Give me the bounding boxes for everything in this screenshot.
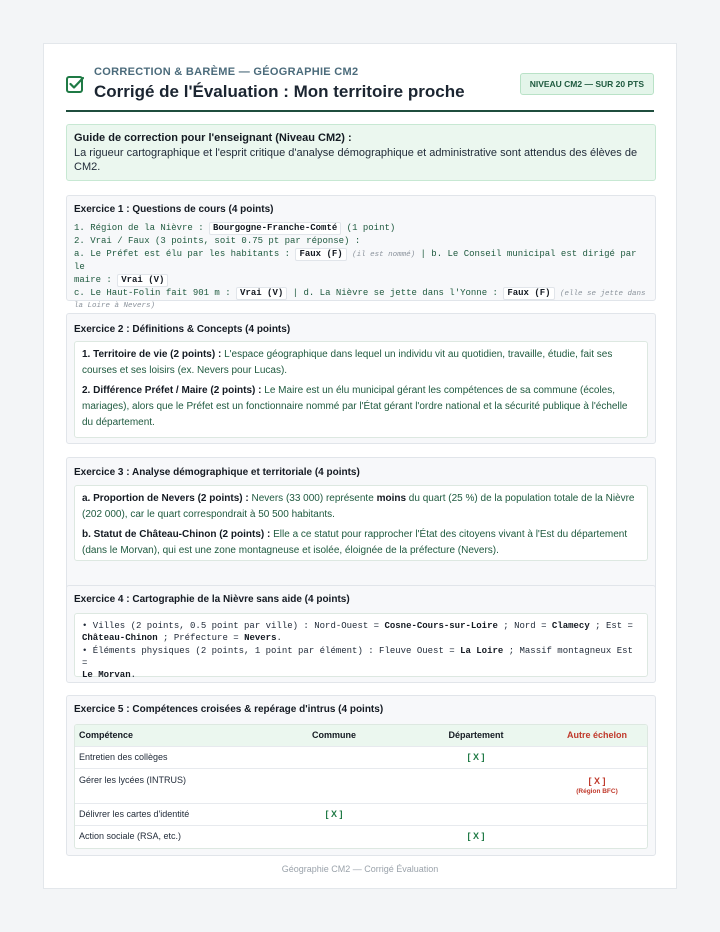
- competences-table: [75, 725, 647, 847]
- cell-departement: [ X ]: [405, 825, 547, 847]
- teacher-guide: [66, 124, 656, 181]
- cell-commune: [263, 746, 405, 768]
- exercise-1-answers: [74, 222, 648, 313]
- header: [66, 66, 654, 112]
- ex1-line3-b: | b. Le Conseil municipal est dirigé par le: [74, 248, 637, 272]
- exercise-4-title: Exercice 4 : Cartographie de la Nièvre sans aide (4 points): [74, 594, 350, 605]
- exercise-3-answers: [74, 485, 648, 561]
- ex2-label-2: 2. Différence Préfet / Maire (2 points) :: [82, 385, 262, 396]
- table-row: [75, 803, 647, 825]
- ex3-text-a1: Nevers (33 000) représente: [251, 493, 374, 504]
- exercise-2-answers: [74, 341, 648, 438]
- ex3-emphasis: moins: [376, 493, 407, 504]
- cell-autre: [547, 746, 647, 768]
- exercise-5: [66, 695, 656, 856]
- ex4-river: La Loire: [460, 645, 504, 656]
- ex1-answer-a: Faux (F): [295, 248, 346, 261]
- ex4-massif: Le Morvan: [82, 670, 131, 681]
- ex4-line4-end: .: [130, 670, 137, 681]
- col-header-autre: Autre échelon: [547, 725, 647, 746]
- cell-autre-note: (Région BFC): [576, 788, 618, 795]
- ex4-line3-c: ; Massif montagneux Est =: [82, 645, 633, 668]
- check-square-icon: [66, 74, 84, 94]
- cell-autre: [547, 803, 647, 825]
- level-badge: NIVEAU CM2 — SUR 20 PTS: [520, 73, 654, 95]
- page-title: Corrigé de l'Évaluation : Mon territoire proche: [94, 82, 465, 101]
- ex1-line3-text: a. Le Préfet est élu par les habitants :: [74, 248, 291, 259]
- competences-table-wrap: [74, 724, 648, 849]
- cell-commune: [263, 825, 405, 847]
- ex4-line2-a: ; Préfecture =: [163, 633, 239, 644]
- exercise-4: [66, 585, 656, 683]
- ex1-answer-region: Bourgogne-Franche-Comté: [209, 222, 341, 235]
- exercise-3-title: Exercice 3 : Analyse démographique et territoriale (4 points): [74, 467, 360, 478]
- ex4-line1-a: • Villes (2 points, 0.5 point par ville) : Nord-Ouest =: [82, 621, 380, 631]
- ex1-line1-text: 1. Région de la Nièvre :: [74, 223, 204, 233]
- cell-autre-mark: [ X ]: [588, 776, 606, 786]
- exercise-2: [66, 313, 656, 444]
- row-label: Délivrer les cartes d'identité: [75, 803, 263, 825]
- ex1-line4-text: maire :: [74, 274, 112, 285]
- col-header-commune: Commune: [263, 725, 405, 746]
- exercise-1: [66, 195, 656, 310]
- cell-commune: [ X ]: [263, 803, 405, 825]
- ex3-text-b: Elle a ce statut pour rapprocher l'État des citoyens vivant à l'Est du département (dans le Morvan), qui est une zone montagneuse et isolée, éloignée de la préfecture (Nevers).: [82, 529, 628, 556]
- ex1-line2: 2. Vrai / Faux (3 points, soit 0.75 pt par réponse) :: [74, 236, 361, 246]
- table-row: [75, 825, 647, 847]
- ex3-label-a: a. Proportion de Nevers (2 points) :: [82, 493, 249, 504]
- ex1-note-d-cont: la Loire à Nevers): [74, 302, 156, 310]
- ex1-answer-b: Vrai (V): [117, 274, 168, 287]
- ex3-text-a2: du quart (25 %) de la population totale de la Nièvre (202 000), car le quart correspondrait à 50 500 habitants.: [82, 493, 635, 520]
- ex4-line3-a: • Éléments physiques (2 points, 1 point par élément) : Fleuve Ouest =: [82, 645, 455, 656]
- ex1-line5-text: c. Le Haut-Folin fait 901 m :: [74, 287, 231, 298]
- cell-departement: [ X ]: [405, 746, 547, 768]
- row-label: Entretien des collèges: [75, 746, 263, 768]
- guide-body: La rigueur cartographique et l'esprit critique d'analyse démographique et administrative sont attendus des élèves de CM2.: [74, 146, 638, 173]
- table-row: [75, 768, 647, 803]
- ex1-note-d: (elle se jette dans: [559, 289, 646, 298]
- ex1-answer-c: Vrai (V): [236, 287, 287, 300]
- ex2-text-2: Le Maire est un élu municipal gérant les compétences de sa commune (écoles, mariages), alors que le Préfet est un fonctionnaire nommé par l'État gérant l'ordre national et la sécurité publique à l'échelle du département.: [82, 385, 628, 428]
- ex1-line5-b: | d. La Nièvre se jette dans l'Yonne :: [292, 287, 498, 298]
- page-footer: Géographie CM2 — Corrigé Évaluation: [281, 864, 439, 874]
- cell-autre: [547, 768, 647, 803]
- ex4-city-n: Clamecy: [551, 621, 590, 631]
- cell-autre: [547, 825, 647, 847]
- ex4-city-e: Château-Chinon: [82, 633, 158, 644]
- ex2-answer-2: [82, 383, 640, 431]
- table-row: [75, 746, 647, 768]
- cell-commune: [263, 768, 405, 803]
- cell-departement: [405, 803, 547, 825]
- ex3-label-b: b. Statut de Château-Chinon (2 points) :: [82, 529, 271, 540]
- ex4-city-nw: Cosne-Cours-sur-Loire: [384, 621, 498, 631]
- exercise-2-title: Exercice 2 : Définitions & Concepts (4 points): [74, 324, 291, 335]
- ex1-answer-d: Faux (F): [503, 287, 554, 300]
- col-header-competence: Compétence: [75, 725, 263, 746]
- ex4-line1-d: ; Est =: [595, 621, 633, 631]
- ex1-note-a: (il est nommé): [352, 250, 416, 259]
- exercise-4-answers: [74, 613, 648, 681]
- ex4-city-prefecture: Nevers: [244, 633, 277, 644]
- ex3-answer-b: [82, 527, 640, 559]
- cell-departement: [405, 768, 547, 803]
- row-label: Action sociale (RSA, etc.): [75, 825, 263, 847]
- ex2-text-1: L'espace géographique dans lequel un individu vit au quotidien, travaille, étudie, fait ses courses et ses loisirs (ex. Nevers pour Lucas).: [82, 349, 613, 376]
- ex4-line2-end: .: [276, 633, 282, 644]
- header-kicker: CORRECTION & BARÈME — GÉOGRAPHIE CM2: [94, 66, 359, 78]
- row-label: Gérer les lycées (INTRUS): [75, 768, 263, 803]
- col-header-departement: Département: [405, 725, 547, 746]
- guide-heading: Guide de correction pour l'enseignant (Niveau CM2) :: [74, 132, 352, 144]
- ex3-answer-a: [82, 491, 640, 523]
- ex1-line1-points: (1 point): [346, 223, 396, 233]
- page: [43, 43, 677, 889]
- exercise-5-title: Exercice 5 : Compétences croisées & repérage d'intrus (4 points): [74, 704, 384, 715]
- table-header-row: [75, 725, 647, 746]
- exercise-1-title: Exercice 1 : Questions de cours (4 points): [74, 204, 274, 215]
- ex4-line1-c: ; Nord =: [503, 621, 547, 631]
- ex2-label-1: 1. Territoire de vie (2 points) :: [82, 349, 222, 360]
- ex2-answer-1: [82, 347, 640, 379]
